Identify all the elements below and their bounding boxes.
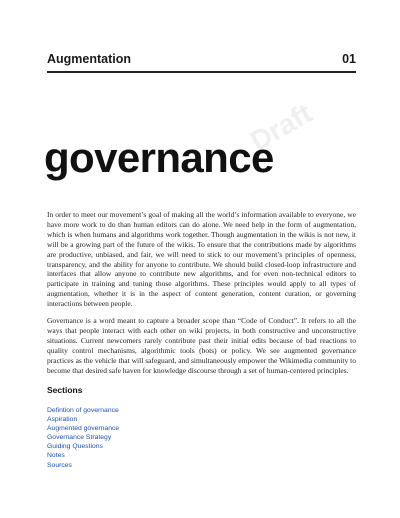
- draft-watermark: Draft: [245, 97, 318, 157]
- header-divider: [47, 71, 356, 73]
- list-item: [47, 424, 119, 433]
- intro-paragraph: In order to meet our movement’s goal of making all the world’s information available to everyone, we have more work to do than human editors can do alone. We need help in the form of augmentation, which is when humans and algorithms work together. Though augmentation in the wikis is not new, it will be a growing part of the future of the wikis. To ensure that the contributions made by algorithms are productive, unbiased, and fair, we will need to stick to our movement’s principles of openness, transparency, and the ability for anyone to contribute. We should build closed-loop infrastructure and interfaces that allow anyone to contribute new algorithms, and for even non-technical editors to participate in training and tuning those algorithms. These principles would apply to all types of augmentation, whether it is in the aspect of content generation, content curation, or governing interactions between people.: [47, 210, 356, 309]
- section-title: Augmentation: [47, 52, 132, 66]
- sections-list: [47, 406, 119, 470]
- section-link-augmented-governance[interactable]: Augmented governance: [47, 425, 120, 433]
- list-item: [47, 451, 119, 460]
- list-item: [47, 461, 119, 470]
- section-link-guiding-questions[interactable]: Guiding Questions: [47, 443, 103, 451]
- page-title: governance: [44, 134, 274, 181]
- section-link-aspiration[interactable]: Aspiration: [47, 416, 78, 424]
- list-item: [47, 406, 119, 415]
- sections-heading: Sections: [47, 385, 83, 395]
- list-item: [47, 415, 119, 424]
- section-link-governance-strategy[interactable]: Governance Strategy: [47, 434, 112, 442]
- section-link-sources[interactable]: Sources: [47, 461, 72, 469]
- section-link-definition[interactable]: Defintion of governance: [47, 407, 119, 414]
- governance-paragraph: Governance is a word meant to capture a broader scope than “Code of Conduct”. It refers to all the ways that people interact with each other on wiki projects, in both constructive and unconstructive situations. Current newcomers rarely contribute past their initial edits because of bad reactions to quality control mechanisms, algorithmic tools (bots) or policy. We see augmented governance practices as the vehicle that will safeguard, and simultaneously empower the Wikimedia community to become that desired safe haven for knowledge discourse through a set of human-centered principles.: [47, 316, 356, 375]
- list-item: [47, 433, 119, 442]
- page-header: [47, 52, 356, 70]
- list-item: [47, 442, 119, 451]
- section-link-notes[interactable]: Notes: [47, 452, 65, 460]
- section-number: 01: [342, 52, 356, 66]
